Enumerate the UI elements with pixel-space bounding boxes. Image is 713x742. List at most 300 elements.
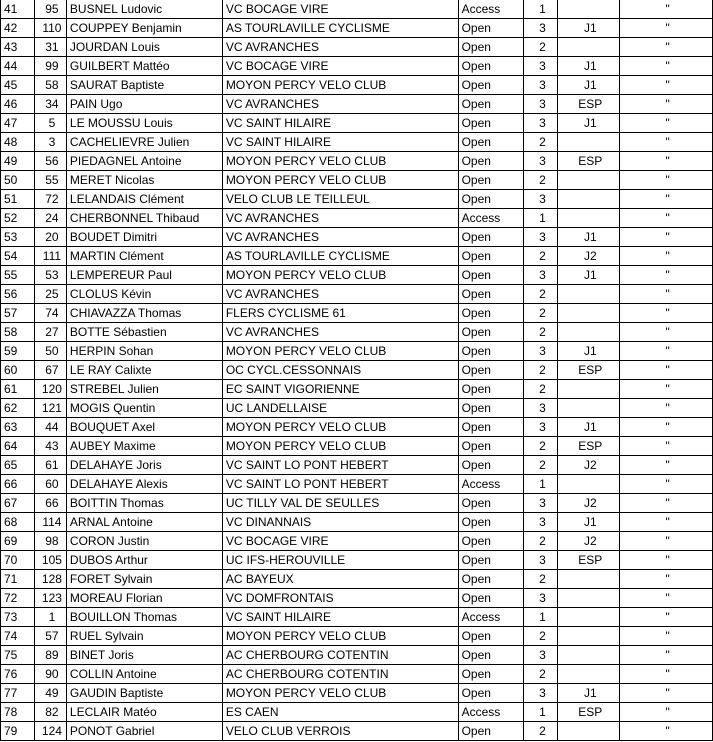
bib-cell: 66 — [34, 494, 66, 513]
rider-name-cell: BINET Joris — [66, 646, 222, 665]
rider-name-cell: CHIAVAZZA Thomas — [66, 304, 222, 323]
ditto-mark-cell: " — [620, 342, 713, 361]
club-cell: AC CHERBOURG COTENTIN — [222, 665, 458, 684]
subcategory-cell — [558, 323, 620, 342]
rank-cell: 51 — [1, 190, 35, 209]
subcategory-cell: J2 — [558, 532, 620, 551]
rider-name-cell: BOUILLON Thomas — [66, 608, 222, 627]
subcategory-cell: J1 — [558, 266, 620, 285]
category-cell: 3 — [524, 190, 558, 209]
rider-name-cell: BOUDET Dimitri — [66, 228, 222, 247]
rider-name-cell: PAIN Ugo — [66, 95, 222, 114]
club-cell: VC AVRANCHES — [222, 95, 458, 114]
category-cell: 3 — [524, 399, 558, 418]
bib-cell: 56 — [34, 152, 66, 171]
rank-cell: 56 — [1, 285, 35, 304]
category-cell: 3 — [524, 152, 558, 171]
category-cell: 2 — [524, 171, 558, 190]
table-row — [1, 494, 713, 513]
table-row — [1, 456, 713, 475]
rank-cell: 64 — [1, 437, 35, 456]
table-row — [1, 323, 713, 342]
ditto-mark-cell: " — [620, 513, 713, 532]
category-cell: 2 — [524, 665, 558, 684]
ditto-mark-cell: " — [620, 76, 713, 95]
category-cell: 2 — [524, 304, 558, 323]
bib-cell: 67 — [34, 361, 66, 380]
category-cell: 2 — [524, 323, 558, 342]
subcategory-cell: ESP — [558, 437, 620, 456]
subcategory-cell: J1 — [558, 342, 620, 361]
license-type-cell: Open — [458, 114, 524, 133]
table-row — [1, 722, 713, 741]
rank-cell: 54 — [1, 247, 35, 266]
license-type-cell: Open — [458, 304, 524, 323]
rank-cell: 69 — [1, 532, 35, 551]
bib-cell: 58 — [34, 76, 66, 95]
ditto-mark-cell: " — [620, 190, 713, 209]
ditto-mark-cell: " — [620, 228, 713, 247]
rider-name-cell: MERET Nicolas — [66, 171, 222, 190]
rider-name-cell: COUPPEY Benjamin — [66, 19, 222, 38]
club-cell: OC CYCL.CESSONNAIS — [222, 361, 458, 380]
table-row — [1, 152, 713, 171]
club-cell: MOYON PERCY VELO CLUB — [222, 437, 458, 456]
club-cell: UC TILLY VAL DE SEULLES — [222, 494, 458, 513]
rider-name-cell: DUBOS Arthur — [66, 551, 222, 570]
rank-cell: 71 — [1, 570, 35, 589]
table-row — [1, 38, 713, 57]
license-type-cell: Open — [458, 190, 524, 209]
club-cell: VC SAINT HILAIRE — [222, 608, 458, 627]
ditto-mark-cell: " — [620, 399, 713, 418]
ditto-mark-cell: " — [620, 703, 713, 722]
club-cell: VC AVRANCHES — [222, 209, 458, 228]
bib-cell: 95 — [34, 0, 66, 19]
ditto-mark-cell: " — [620, 285, 713, 304]
rider-name-cell: JOURDAN Louis — [66, 38, 222, 57]
license-type-cell: Open — [458, 19, 524, 38]
category-cell: 3 — [524, 95, 558, 114]
license-type-cell: Open — [458, 722, 524, 741]
rider-name-cell: AUBEY Maxime — [66, 437, 222, 456]
rank-cell: 73 — [1, 608, 35, 627]
bib-cell: 1 — [34, 608, 66, 627]
rider-name-cell: LEMPEREUR Paul — [66, 266, 222, 285]
table-row — [1, 57, 713, 76]
table-row — [1, 247, 713, 266]
club-cell: VC AVRANCHES — [222, 323, 458, 342]
license-type-cell: Open — [458, 513, 524, 532]
rank-cell: 74 — [1, 627, 35, 646]
ditto-mark-cell: " — [620, 247, 713, 266]
bib-cell: 110 — [34, 19, 66, 38]
license-type-cell: Access — [458, 608, 524, 627]
rank-cell: 55 — [1, 266, 35, 285]
ditto-mark-cell: " — [620, 608, 713, 627]
license-type-cell: Open — [458, 133, 524, 152]
bib-cell: 124 — [34, 722, 66, 741]
bib-cell: 98 — [34, 532, 66, 551]
subcategory-cell: ESP — [558, 361, 620, 380]
club-cell: AC CHERBOURG COTENTIN — [222, 646, 458, 665]
club-cell: VC SAINT HILAIRE — [222, 133, 458, 152]
subcategory-cell: J1 — [558, 57, 620, 76]
ditto-mark-cell: " — [620, 646, 713, 665]
bib-cell: 72 — [34, 190, 66, 209]
category-cell: 3 — [524, 494, 558, 513]
table-row — [1, 19, 713, 38]
license-type-cell: Open — [458, 266, 524, 285]
table-row — [1, 513, 713, 532]
ditto-mark-cell: " — [620, 456, 713, 475]
rank-cell: 75 — [1, 646, 35, 665]
rank-cell: 78 — [1, 703, 35, 722]
license-type-cell: Open — [458, 171, 524, 190]
rider-name-cell: PIEDAGNEL Antoine — [66, 152, 222, 171]
license-type-cell: Open — [458, 57, 524, 76]
table-row — [1, 551, 713, 570]
category-cell: 1 — [524, 209, 558, 228]
bib-cell: 105 — [34, 551, 66, 570]
club-cell: FLERS CYCLISME 61 — [222, 304, 458, 323]
ditto-mark-cell: " — [620, 361, 713, 380]
license-type-cell: Open — [458, 437, 524, 456]
table-row — [1, 209, 713, 228]
license-type-cell: Open — [458, 684, 524, 703]
table-row — [1, 304, 713, 323]
rank-cell: 70 — [1, 551, 35, 570]
license-type-cell: Access — [458, 0, 524, 19]
bib-cell: 5 — [34, 114, 66, 133]
rank-cell: 66 — [1, 475, 35, 494]
rider-name-cell: STREBEL Julien — [66, 380, 222, 399]
club-cell: UC IFS-HEROUVILLE — [222, 551, 458, 570]
bib-cell: 24 — [34, 209, 66, 228]
category-cell: 3 — [524, 266, 558, 285]
club-cell: VC BOCAGE VIRE — [222, 0, 458, 19]
rank-cell: 58 — [1, 323, 35, 342]
table-row — [1, 570, 713, 589]
category-cell: 2 — [524, 627, 558, 646]
table-row — [1, 627, 713, 646]
bib-cell: 120 — [34, 380, 66, 399]
club-cell: MOYON PERCY VELO CLUB — [222, 266, 458, 285]
rank-cell: 47 — [1, 114, 35, 133]
category-cell: 3 — [524, 114, 558, 133]
license-type-cell: Open — [458, 342, 524, 361]
club-cell: MOYON PERCY VELO CLUB — [222, 152, 458, 171]
table-row — [1, 665, 713, 684]
license-type-cell: Open — [458, 589, 524, 608]
subcategory-cell: J2 — [558, 247, 620, 266]
rider-name-cell: GAUDIN Baptiste — [66, 684, 222, 703]
club-cell: VC AVRANCHES — [222, 228, 458, 247]
ditto-mark-cell: " — [620, 589, 713, 608]
table-row — [1, 0, 713, 19]
bib-cell: 111 — [34, 247, 66, 266]
bib-cell: 121 — [34, 399, 66, 418]
category-cell: 2 — [524, 722, 558, 741]
subcategory-cell: ESP — [558, 703, 620, 722]
license-type-cell: Open — [458, 665, 524, 684]
rank-cell: 41 — [1, 0, 35, 19]
rider-name-cell: RUEL Sylvain — [66, 627, 222, 646]
club-cell: VC BOCAGE VIRE — [222, 532, 458, 551]
category-cell: 3 — [524, 513, 558, 532]
category-cell: 2 — [524, 380, 558, 399]
rider-name-cell: GUILBERT Mattéo — [66, 57, 222, 76]
table-row — [1, 684, 713, 703]
rider-name-cell: MARTIN Clément — [66, 247, 222, 266]
subcategory-cell — [558, 171, 620, 190]
license-type-cell: Open — [458, 247, 524, 266]
rank-cell: 49 — [1, 152, 35, 171]
ditto-mark-cell: " — [620, 418, 713, 437]
subcategory-cell — [558, 190, 620, 209]
ditto-mark-cell: " — [620, 627, 713, 646]
license-type-cell: Open — [458, 38, 524, 57]
rider-name-cell: LECLAIR Matéo — [66, 703, 222, 722]
table-row — [1, 399, 713, 418]
category-cell: 3 — [524, 646, 558, 665]
category-cell: 2 — [524, 570, 558, 589]
rider-name-cell: BOITTIN Thomas — [66, 494, 222, 513]
rank-cell: 68 — [1, 513, 35, 532]
license-type-cell: Open — [458, 76, 524, 95]
subcategory-cell: J2 — [558, 494, 620, 513]
club-cell: VELO CLUB VERROIS — [222, 722, 458, 741]
table-row — [1, 418, 713, 437]
rider-name-cell: COLLIN Antoine — [66, 665, 222, 684]
club-cell: EC SAINT VIGORIENNE — [222, 380, 458, 399]
table-row — [1, 266, 713, 285]
ditto-mark-cell: " — [620, 38, 713, 57]
subcategory-cell — [558, 608, 620, 627]
ditto-mark-cell: " — [620, 380, 713, 399]
ditto-mark-cell: " — [620, 0, 713, 19]
category-cell: 2 — [524, 38, 558, 57]
table-row — [1, 608, 713, 627]
club-cell: VC BOCAGE VIRE — [222, 57, 458, 76]
rider-name-cell: LE MOUSSU Louis — [66, 114, 222, 133]
bib-cell: 3 — [34, 133, 66, 152]
subcategory-cell: J1 — [558, 228, 620, 247]
ditto-mark-cell: " — [620, 114, 713, 133]
bib-cell: 90 — [34, 665, 66, 684]
ditto-mark-cell: " — [620, 266, 713, 285]
table-row — [1, 475, 713, 494]
subcategory-cell: J1 — [558, 418, 620, 437]
license-type-cell: Open — [458, 456, 524, 475]
rank-cell: 46 — [1, 95, 35, 114]
table-row — [1, 95, 713, 114]
rank-cell: 67 — [1, 494, 35, 513]
rank-cell: 45 — [1, 76, 35, 95]
category-cell: 3 — [524, 551, 558, 570]
rank-cell: 43 — [1, 38, 35, 57]
license-type-cell: Open — [458, 570, 524, 589]
subcategory-cell: J1 — [558, 684, 620, 703]
subcategory-cell — [558, 627, 620, 646]
rank-cell: 57 — [1, 304, 35, 323]
subcategory-cell — [558, 285, 620, 304]
subcategory-cell — [558, 304, 620, 323]
bib-cell: 44 — [34, 418, 66, 437]
table-row — [1, 532, 713, 551]
bib-cell: 57 — [34, 627, 66, 646]
subcategory-cell — [558, 380, 620, 399]
rider-name-cell: CLOLUS Kévin — [66, 285, 222, 304]
table-row — [1, 171, 713, 190]
subcategory-cell — [558, 38, 620, 57]
category-cell: 2 — [524, 133, 558, 152]
rank-cell: 79 — [1, 722, 35, 741]
license-type-cell: Open — [458, 285, 524, 304]
club-cell: AS TOURLAVILLE CYCLISME — [222, 19, 458, 38]
club-cell: ES CAEN — [222, 703, 458, 722]
category-cell: 2 — [524, 247, 558, 266]
bib-cell: 31 — [34, 38, 66, 57]
table-row — [1, 361, 713, 380]
bib-cell: 55 — [34, 171, 66, 190]
subcategory-cell — [558, 133, 620, 152]
bib-cell: 99 — [34, 57, 66, 76]
category-cell: 3 — [524, 418, 558, 437]
subcategory-cell — [558, 399, 620, 418]
category-cell: 1 — [524, 0, 558, 19]
category-cell: 1 — [524, 703, 558, 722]
rank-cell: 50 — [1, 171, 35, 190]
rider-name-cell: MOGIS Quentin — [66, 399, 222, 418]
bib-cell: 61 — [34, 456, 66, 475]
subcategory-cell — [558, 570, 620, 589]
rider-name-cell: BOUQUET Axel — [66, 418, 222, 437]
rider-name-cell: BUSNEL Ludovic — [66, 0, 222, 19]
category-cell: 3 — [524, 342, 558, 361]
bib-cell: 27 — [34, 323, 66, 342]
club-cell: MOYON PERCY VELO CLUB — [222, 76, 458, 95]
license-type-cell: Open — [458, 152, 524, 171]
subcategory-cell: J1 — [558, 513, 620, 532]
ditto-mark-cell: " — [620, 95, 713, 114]
ditto-mark-cell: " — [620, 304, 713, 323]
bib-cell: 128 — [34, 570, 66, 589]
license-type-cell: Open — [458, 228, 524, 247]
category-cell: 2 — [524, 361, 558, 380]
rider-name-cell: CACHELIEVRE Julien — [66, 133, 222, 152]
category-cell: 3 — [524, 228, 558, 247]
rider-name-cell: DELAHAYE Joris — [66, 456, 222, 475]
table-row — [1, 285, 713, 304]
rider-name-cell: PONOT Gabriel — [66, 722, 222, 741]
table-row — [1, 437, 713, 456]
rider-name-cell: LE RAY Calixte — [66, 361, 222, 380]
rider-name-cell: CHERBONNEL Thibaud — [66, 209, 222, 228]
subcategory-cell — [558, 0, 620, 19]
subcategory-cell: J1 — [558, 114, 620, 133]
ditto-mark-cell: " — [620, 133, 713, 152]
category-cell: 2 — [524, 532, 558, 551]
club-cell: UC LANDELLAISE — [222, 399, 458, 418]
subcategory-cell: J1 — [558, 19, 620, 38]
rider-name-cell: MOREAU Florian — [66, 589, 222, 608]
club-cell: VC DINANNAIS — [222, 513, 458, 532]
rank-cell: 44 — [1, 57, 35, 76]
club-cell: MOYON PERCY VELO CLUB — [222, 684, 458, 703]
table-row — [1, 703, 713, 722]
category-cell: 3 — [524, 76, 558, 95]
table-row — [1, 228, 713, 247]
category-cell: 1 — [524, 608, 558, 627]
rank-cell: 61 — [1, 380, 35, 399]
license-type-cell: Open — [458, 418, 524, 437]
club-cell: VELO CLUB LE TEILLEUL — [222, 190, 458, 209]
license-type-cell: Open — [458, 494, 524, 513]
rank-cell: 63 — [1, 418, 35, 437]
club-cell: MOYON PERCY VELO CLUB — [222, 171, 458, 190]
table-row — [1, 190, 713, 209]
ditto-mark-cell: " — [620, 494, 713, 513]
club-cell: VC SAINT LO PONT HEBERT — [222, 456, 458, 475]
rank-cell: 72 — [1, 589, 35, 608]
rank-cell: 60 — [1, 361, 35, 380]
license-type-cell: Open — [458, 399, 524, 418]
subcategory-cell: J1 — [558, 76, 620, 95]
category-cell: 2 — [524, 456, 558, 475]
category-cell: 2 — [524, 437, 558, 456]
rider-name-cell: DELAHAYE Alexis — [66, 475, 222, 494]
ditto-mark-cell: " — [620, 171, 713, 190]
rider-name-cell: SAURAT Baptiste — [66, 76, 222, 95]
bib-cell: 74 — [34, 304, 66, 323]
bib-cell: 82 — [34, 703, 66, 722]
club-cell: MOYON PERCY VELO CLUB — [222, 342, 458, 361]
club-cell: VC SAINT HILAIRE — [222, 114, 458, 133]
rider-name-cell: ARNAL Antoine — [66, 513, 222, 532]
license-type-cell: Access — [458, 475, 524, 494]
subcategory-cell: ESP — [558, 551, 620, 570]
bib-cell: 25 — [34, 285, 66, 304]
club-cell: VC DOMFRONTAIS — [222, 589, 458, 608]
bib-cell: 20 — [34, 228, 66, 247]
ditto-mark-cell: " — [620, 665, 713, 684]
bib-cell: 43 — [34, 437, 66, 456]
rank-cell: 42 — [1, 19, 35, 38]
rider-name-cell: HERPIN Sohan — [66, 342, 222, 361]
table-row — [1, 646, 713, 665]
rank-cell: 62 — [1, 399, 35, 418]
subcategory-cell — [558, 646, 620, 665]
category-cell: 2 — [524, 285, 558, 304]
club-cell: VC SAINT LO PONT HEBERT — [222, 475, 458, 494]
bib-cell: 34 — [34, 95, 66, 114]
ditto-mark-cell: " — [620, 684, 713, 703]
subcategory-cell — [558, 209, 620, 228]
rider-name-cell: FORET Sylvain — [66, 570, 222, 589]
ditto-mark-cell: " — [620, 152, 713, 171]
table-row — [1, 589, 713, 608]
category-cell: 1 — [524, 475, 558, 494]
bib-cell: 114 — [34, 513, 66, 532]
club-cell: VC AVRANCHES — [222, 285, 458, 304]
club-cell: AS TOURLAVILLE CYCLISME — [222, 247, 458, 266]
club-cell: MOYON PERCY VELO CLUB — [222, 627, 458, 646]
category-cell: 3 — [524, 19, 558, 38]
club-cell: MOYON PERCY VELO CLUB — [222, 418, 458, 437]
ditto-mark-cell: " — [620, 323, 713, 342]
rider-name-cell: BOTTE Sébastien — [66, 323, 222, 342]
